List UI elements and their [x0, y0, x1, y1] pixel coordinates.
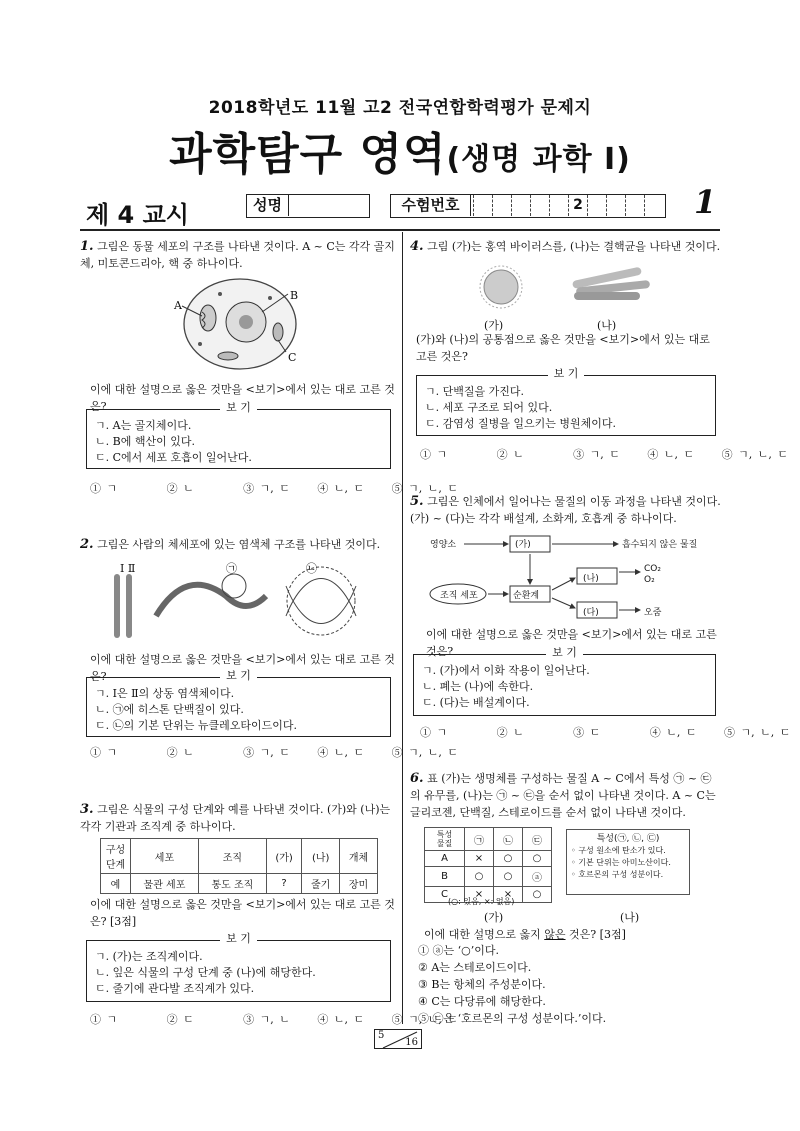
trait-list-box [566, 829, 690, 895]
corner-top: 특성 [436, 830, 453, 839]
current-page: 5 [378, 1030, 385, 1041]
trait-table [424, 827, 552, 903]
header-cell: ㉠ [465, 828, 494, 851]
trait-item: ◦ 호르몬의 구성 성분이다. [571, 870, 664, 879]
question-1-prompt: 이에 대한 설명으로 옳은 것만을 <보기>에서 있는 대로 고른 것은? [90, 383, 395, 413]
box-item: ㄷ. ㉡의 기본 단위는 뉴클레오타이드이다. [95, 719, 297, 732]
exam-number-cell [644, 195, 663, 216]
name-label: 성명 [247, 195, 289, 216]
question-4-choices[interactable]: ① ㄱ ② ㄴ ③ ㄱ, ㄷ ④ ㄴ, ㄷ ⑤ ㄱ, ㄴ, ㄷ [420, 448, 788, 461]
option[interactable]: ③ B는 항체의 주성분이다. [418, 978, 546, 991]
cell: 개체 [340, 839, 378, 874]
diagram-unabsorbed: 흡수되지 않은 물질 [622, 540, 698, 550]
box-item: ㄷ. 감염성 질병을 일으키는 병원체이다. [425, 417, 616, 430]
exam-number-cell [549, 195, 568, 216]
question-2-choices[interactable]: ① ㄱ ② ㄴ ③ ㄱ, ㄷ ④ ㄴ, ㄷ ⑤ ㄱ, ㄴ, ㄷ [90, 746, 458, 759]
trait-item: ◦ 기본 단위는 아미노산이다. [571, 858, 671, 867]
label-c: C [288, 351, 297, 364]
question-4-text [410, 238, 722, 255]
question-number: 5. [410, 494, 424, 509]
total-pages: 16 [405, 1037, 418, 1048]
cell: ? [266, 874, 301, 894]
tuberculosis-bacteria-image [566, 266, 656, 306]
exam-number-cell [606, 195, 625, 216]
box-item: ㄴ. 잎은 식물의 구성 단계 중 (나)에 해당한다. [95, 966, 316, 979]
exam-number-cell [492, 195, 511, 216]
diagram-tissue: 조직 세포 [440, 591, 478, 601]
exam-number-cell [625, 195, 644, 216]
row-name: A [425, 851, 465, 867]
diagram-co2: CO₂ [644, 564, 661, 574]
option[interactable]: ② A는 스테로이드이다. [418, 961, 532, 974]
cell: 장미 [340, 874, 378, 894]
cell: ○ [465, 867, 494, 887]
row-head: 구성 단계 [101, 839, 131, 874]
question-3-prompt: 이에 대한 설명으로 옳은 것만을 <보기>에서 있는 대로 고른 것은? [3점] [90, 898, 395, 928]
row-name: C [425, 887, 465, 903]
label-b: B [290, 289, 299, 302]
header-cell: ㉢ [523, 828, 552, 851]
plant-level-table [100, 838, 378, 894]
cell: 통도 조직 [198, 874, 266, 894]
header-divider [80, 229, 720, 231]
corner-bottom: 물질 [436, 839, 453, 848]
diagram-na: (나) [583, 574, 599, 584]
cell: ○ [523, 887, 552, 903]
question-5-box [413, 646, 716, 716]
label-na: (나) [620, 911, 640, 924]
option[interactable]: ① ⓐ는 ‘○’이다. [418, 944, 499, 957]
box-item: ㄷ. (다)는 배설계이다. [422, 696, 530, 709]
cell: 물관 세포 [131, 874, 199, 894]
label-circle-2: ㉡ [306, 562, 317, 575]
cell: ○ [494, 867, 523, 887]
question-5-choices[interactable]: ① ㄱ ② ㄴ ③ ㄷ ④ ㄴ, ㄷ ⑤ ㄱ, ㄴ, ㄷ [420, 726, 791, 739]
option[interactable]: ④ C는 다당류에 해당한다. [418, 995, 546, 1008]
cell: 줄기 [302, 874, 340, 894]
box-item: ㄴ. 폐는 (나)에 속한다. [422, 680, 534, 693]
label-na: (나) [597, 319, 617, 332]
question-stem: 그림은 식물의 구성 단계와 예를 나타낸 것이다. (가)와 (나)는 각각 기관과 조직계 중 하나이다. [80, 803, 391, 833]
chromosome-label: Ⅰ Ⅱ [120, 562, 136, 575]
question-stem: 그림 (가)는 홍역 바이러스를, (나)는 결핵균을 나타낸 것이다. [427, 240, 721, 253]
exam-number-label: 수험번호 [391, 195, 471, 216]
question-6-text [410, 770, 722, 821]
title-sub: (생명 과학 Ⅰ) [446, 142, 631, 177]
corner-cell [425, 828, 465, 851]
question-6-options [418, 942, 718, 1027]
question-2-prompt: 이에 대한 설명으로 옳은 것만을 <보기>에서 있는 대로 고른 것은? [90, 653, 395, 683]
title-main: 과학탐구 영역 [169, 129, 447, 180]
row-head: 예 [101, 874, 131, 894]
trait-item: ◦ 구성 원소에 탄소가 있다. [571, 846, 666, 855]
question-3-box [86, 932, 391, 1002]
diagram-o2: O₂ [644, 575, 655, 585]
cell: ○ [494, 851, 523, 867]
box-label: 보 기 [220, 401, 257, 414]
exam-number-field[interactable] [390, 194, 666, 218]
header-cell: ㉡ [494, 828, 523, 851]
box-item: ㄱ. 단백질을 가진다. [425, 385, 524, 398]
question-3-choices[interactable]: ① ㄱ ② ㄷ ③ ㄱ, ㄴ ④ ㄴ, ㄷ ⑤ ㄱ, ㄴ, ㄷ [90, 1013, 458, 1026]
question-number: 3. [80, 802, 94, 817]
question-4-box [416, 367, 716, 436]
box-item: ㄷ. C에서 세포 호흡이 일어난다. [95, 451, 252, 464]
diagram-nutrient: 영양소 [430, 540, 457, 550]
box-item: ㄴ. ㉠에 히스톤 단백질이 있다. [95, 703, 244, 716]
question-1-box [86, 401, 391, 469]
question-number: 4. [410, 239, 424, 254]
question-6-prompt: 이에 대한 설명으로 옳지 않은 것은? [3점] [424, 928, 626, 941]
option[interactable]: ⑤ ㉢은 ‘호르몬의 구성 성분이다.’이다. [418, 1012, 607, 1025]
trait-list-title: 특성(㉠, ㉡, ㉢) [596, 834, 660, 844]
question-5-text [410, 493, 722, 527]
question-stem: 표 (가)는 생명체를 구성하는 물질 A ~ C에서 특성 ㉠ ~ ㉢의 유무를, (나)는 ㉠ ~ ㉢을 순서 없이 나타낸 것이다. A ~ C는 글리코젠, 단백질, 스테로이드를 순서 없이 나타낸 것이다. [410, 772, 716, 819]
cell: (가) [266, 839, 301, 874]
question-5-prompt: 이에 대한 설명으로 옳은 것만을 <보기>에서 있는 대로 고른 것은? [426, 628, 717, 658]
question-2-box [86, 669, 391, 737]
cell: (나) [302, 839, 340, 874]
question-3-text [80, 801, 396, 835]
table-legend: (○: 있음, ×: 없음) [448, 897, 515, 906]
label-ga: (가) [484, 911, 504, 924]
diagram-da: (다) [583, 608, 599, 618]
exam-number-cell [587, 195, 606, 216]
diagram-ga: (가) [515, 540, 531, 550]
box-item: ㄴ. 세포 구조로 되어 있다. [425, 401, 553, 414]
box-item: ㄱ. (가)는 조직계이다. [95, 950, 203, 963]
box-label: 보 기 [220, 669, 257, 682]
box-label: 보 기 [548, 367, 585, 380]
question-number: 1. [80, 239, 94, 254]
name-field[interactable] [246, 194, 370, 218]
box-label: 보 기 [546, 646, 583, 659]
cell: × [494, 887, 523, 903]
cell: × [465, 887, 494, 903]
exam-subtitle: 2018학년도 11월 고2 전국연합학력평가 문제지 [208, 98, 592, 118]
question-stem: 그림은 사람의 체세포에 있는 염색체 구조를 나타낸 것이다. [97, 538, 381, 551]
exam-number-cell [511, 195, 530, 216]
exam-number-cell [473, 195, 492, 216]
question-stem: 그림은 인체에서 일어나는 물질의 이동 과정을 나타낸 것이다. (가) ~ (다)는 각각 배설계, 소화계, 호흡계 중 하나이다. [410, 495, 721, 525]
session-label: 제 4 교시 [86, 201, 189, 229]
cell: 세포 [131, 839, 199, 874]
diagram-circulatory: 순환계 [513, 591, 540, 601]
box-item: ㄱ. A는 골지체이다. [95, 419, 192, 432]
page-indicator [374, 1029, 422, 1049]
box-item: ㄴ. B에 핵산이 있다. [95, 435, 195, 448]
diagram-urine: 오줌 [644, 608, 662, 618]
label-circle-1: ㉠ [226, 562, 237, 575]
exam-title [0, 118, 800, 182]
label-a: A [174, 299, 182, 312]
cell: 조직 [198, 839, 266, 874]
row-name: B [425, 867, 465, 887]
label-ga: (가) [484, 319, 504, 332]
question-number: 2. [80, 537, 94, 552]
column-divider [402, 232, 403, 1024]
question-2-text [80, 536, 396, 553]
measles-virus-image [476, 262, 526, 312]
question-1-choices[interactable]: ① ㄱ ② ㄴ ③ ㄱ, ㄷ ④ ㄴ, ㄷ ⑤ ㄱ, ㄴ, ㄷ [90, 482, 458, 495]
cell: ○ [523, 851, 552, 867]
question-stem: 그림은 동물 세포의 구조를 나타낸 것이다. A ~ C는 각각 골지체, 미토콘드리아, 핵 중 하나이다. [80, 240, 395, 270]
cell: ⓐ [523, 867, 552, 887]
box-item: ㄷ. 줄기에 관다발 조직계가 있다. [95, 982, 255, 995]
question-1-text [80, 238, 396, 272]
exam-number-cell [530, 195, 549, 216]
question-number: 6. [410, 771, 424, 786]
question-4-prompt: (가)와 (나)의 공통점으로 옳은 것만을 <보기>에서 있는 대로 고른 것은? [416, 333, 710, 363]
cell: × [465, 851, 494, 867]
box-label: 보 기 [220, 932, 257, 945]
box-item: ㄱ. (가)에서 이화 작용이 일어난다. [422, 664, 590, 677]
exam-number-digit: 2 [568, 195, 587, 216]
box-item: ㄱ. Ⅰ은 Ⅱ의 상동 염색체이다. [95, 687, 235, 700]
page-number: 1 [694, 183, 717, 221]
